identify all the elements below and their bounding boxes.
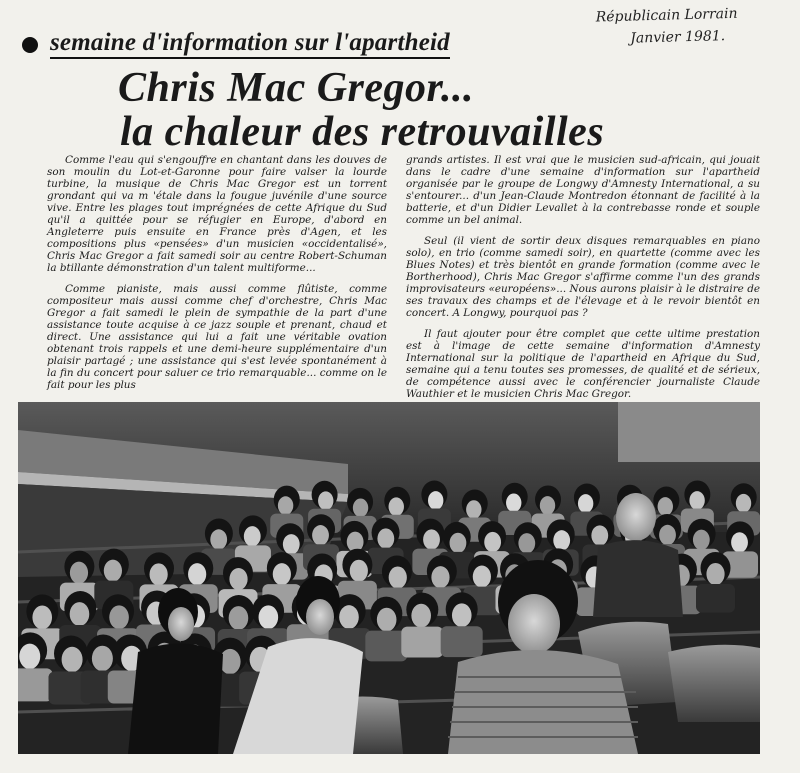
article-column-left: [47, 154, 387, 400]
article-paragraph: Comme pianiste, mais aussi comme flûtiste, comme compositeur mais aussi comme chef d'orchestre, Chris Mac Gregor a fait samedi le plein de sympathie de la part d'une assistance toute acquise à ce jazz souple et prenant, chaud et direct. Une assistance qui lui a fait une véritable ovation obtenant trois rappels et une demi-heure supplémentaire d'un plaisir partagé ; une assistance qui s'est levée spontanément à la fin du concert pour saluer ce trio remarquable... comme on le fait pour les plus: [47, 283, 387, 391]
headline: [118, 66, 718, 154]
audience-photo-drawing: [18, 402, 760, 754]
headline-line-1: Chris Mac Gregor...: [118, 65, 475, 111]
concert-audience-photo: [18, 402, 760, 754]
article-column-right: [406, 154, 760, 409]
bullet-dot-icon: [22, 37, 38, 53]
article-paragraph: Seul (il vient de sortir deux disques remarquables en piano solo), en trio (comme samedi soir), en quartette (comme avec les Blues Notes) et très bientôt en grande formation (comme avec le Bortherhood), Chris Mac Gregor s'affirme comme l'un des grands improvisateurs «européens»... Nous aurons plaisir à le distraire de ses travaux des champs et de l'élevage et à le revoir bientôt en concert. A Longwy, pourquoi pas ?: [406, 235, 760, 319]
kicker-text: semaine d'information sur l'apartheid: [50, 30, 450, 59]
section-kicker: [22, 30, 450, 59]
headline-line-2: la chaleur des retrouvailles: [120, 109, 605, 155]
article-paragraph: grands artistes. Il est vrai que le musicien sud-africain, qui jouait dans le cadre d'une semaine d'information sur l'apartheid organisée par le groupe de Longwy d'Amnesty International, a su s'entourer... d'un Jean-Claude Montredon étonnant de facilité à la batterie, et d'un Didier Levallet à la contrebasse ronde et souple comme un bel animal.: [406, 154, 760, 226]
handwritten-source: Républicain Lorrain: [595, 5, 738, 26]
handwritten-date: Janvier 1981.: [630, 28, 726, 47]
article-paragraph: Comme l'eau qui s'engouffre en chantant dans les douves de son moulin du Lot-et-Garonne pour faire valser la lourde turbine, la musique de Chris Mac Gregor est un torrent grondant qui va m 'étale dans la fougue juvénile d'une source vive. Entre les plages tout imprégnées de cette Afrique du Sud qu'il a quittée pour se réfugier en Europe, d'abord en Angleterre puis ensuite en France près d'Agen, et les compositions plus «pensées» d'un musicien «occidentalisé», Chris Mac Gregor a fait samedi soir au centre Robert-Schuman la btillante démonstration d'un talent multiforme...: [47, 154, 387, 274]
article-paragraph: Il faut ajouter pour être complet que cette ultime prestation est à l'image de cette semaine d'information d'Amnesty International sur la politique de l'apartheid en Afrique du Sud, semaine qui a tenu toutes ses promesses, de qualité et de sérieux, de compétence aussi avec le conférencier journaliste Claude Wauthier et le musicien Chris Mac Gregor.: [406, 328, 760, 400]
handwritten-note: [595, 2, 786, 51]
